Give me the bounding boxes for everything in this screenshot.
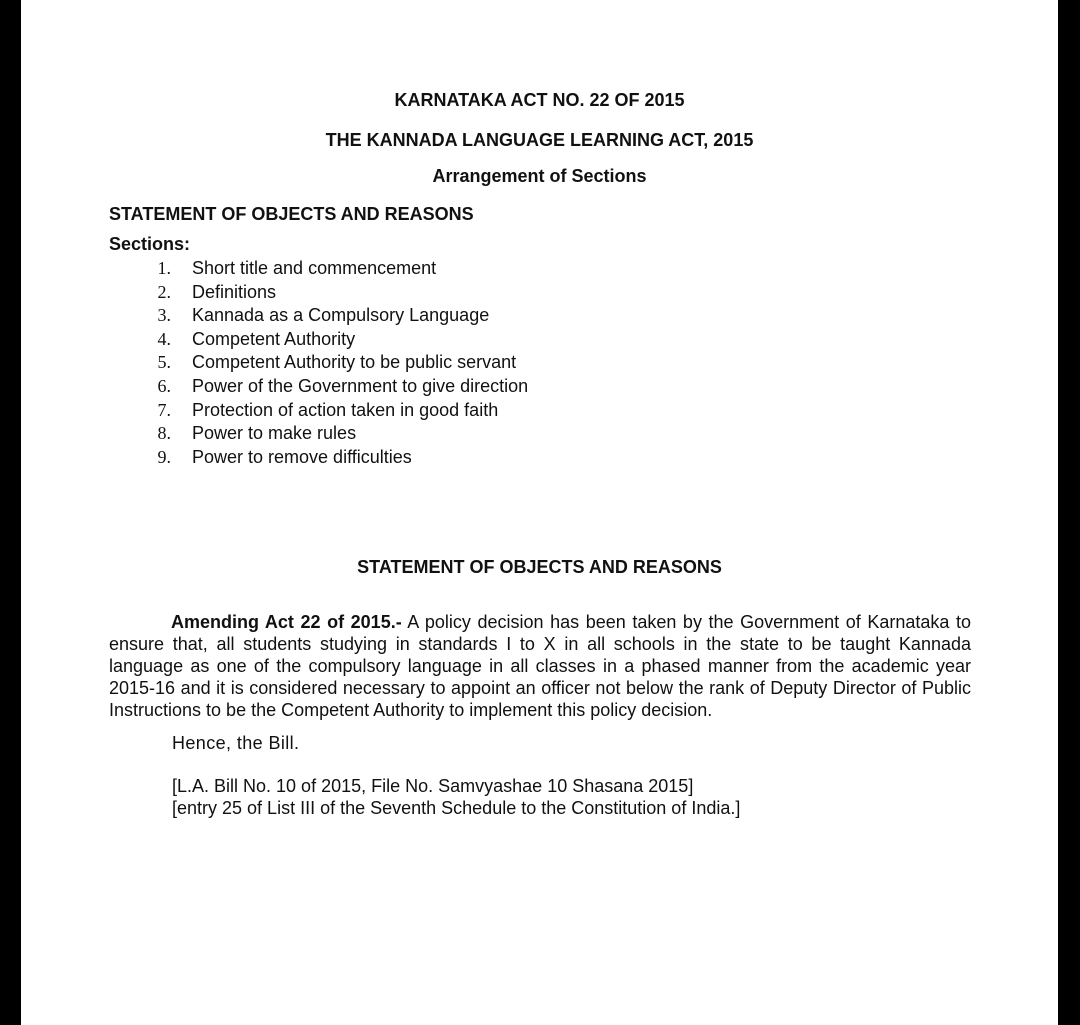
section-item [109,375,528,399]
entry-reference: [entry 25 of List III of the Seventh Schedule to the Constitution of India.] [172,798,741,818]
hence-line: Hence, the Bill. [172,733,300,753]
section-title: Power to remove difficulties [192,446,412,467]
act-number-heading: KARNATAKA ACT NO. 22 OF 2015 [394,90,685,110]
amending-body: A policy decision has been taken by the Government of Karnataka to ensure that, all students studying in standards I to X in all schools in the state to be taught Kannada language as one of the compulsory language in all classes in a phased manner from the academic year 2015-16 and it is considered necessary to appoint an officer not below the rank of Deputy Director of Public Instructions to be the Competent Authority to implement this policy decision. [109,612,971,720]
bill-reference: [L.A. Bill No. 10 of 2015, File No. Samvyashae 10 Shasana 2015] [172,776,694,796]
section-item [109,304,528,328]
section-number: 9. [157,446,171,467]
act-title-heading: THE KANNADA LANGUAGE LEARNING ACT, 2015 [325,130,754,150]
section-number: 2. [157,281,171,302]
section-item [109,446,528,470]
section-item [109,257,528,281]
section-item [109,281,528,305]
section-number: 3. [157,305,171,326]
section-title: Short title and commencement [192,258,437,278]
section-title: Power to make rules [192,423,357,444]
document-page [21,0,1058,1025]
amending-lead: Amending Act 22 of 2015.- [171,612,402,632]
statement-of-objects-link: STATEMENT OF OBJECTS AND REASONS [109,204,474,224]
section-title: Protection of action taken in good faith [192,399,499,420]
section-number: 5. [157,352,171,373]
section-item [109,399,528,423]
section-title: Competent Authority [192,328,356,349]
section-number: 4. [157,328,171,349]
section-number: 1. [157,258,171,278]
section-item [109,328,528,352]
statement-heading: STATEMENT OF OBJECTS AND REASONS [357,557,722,577]
amending-paragraph [109,611,971,721]
section-title: Definitions [192,281,277,302]
sections-label: Sections: [109,234,191,254]
arrangement-heading: Arrangement of Sections [432,166,647,186]
section-number: 7. [157,399,171,420]
section-title: Power of the Government to give direction [192,375,529,396]
section-item [109,351,528,375]
sections-list [109,257,528,469]
section-title: Competent Authority to be public servant [192,352,517,373]
section-item [109,422,528,446]
section-number: 8. [157,423,171,444]
section-title: Kannada as a Compulsory Language [192,305,490,326]
section-number: 6. [157,375,171,396]
